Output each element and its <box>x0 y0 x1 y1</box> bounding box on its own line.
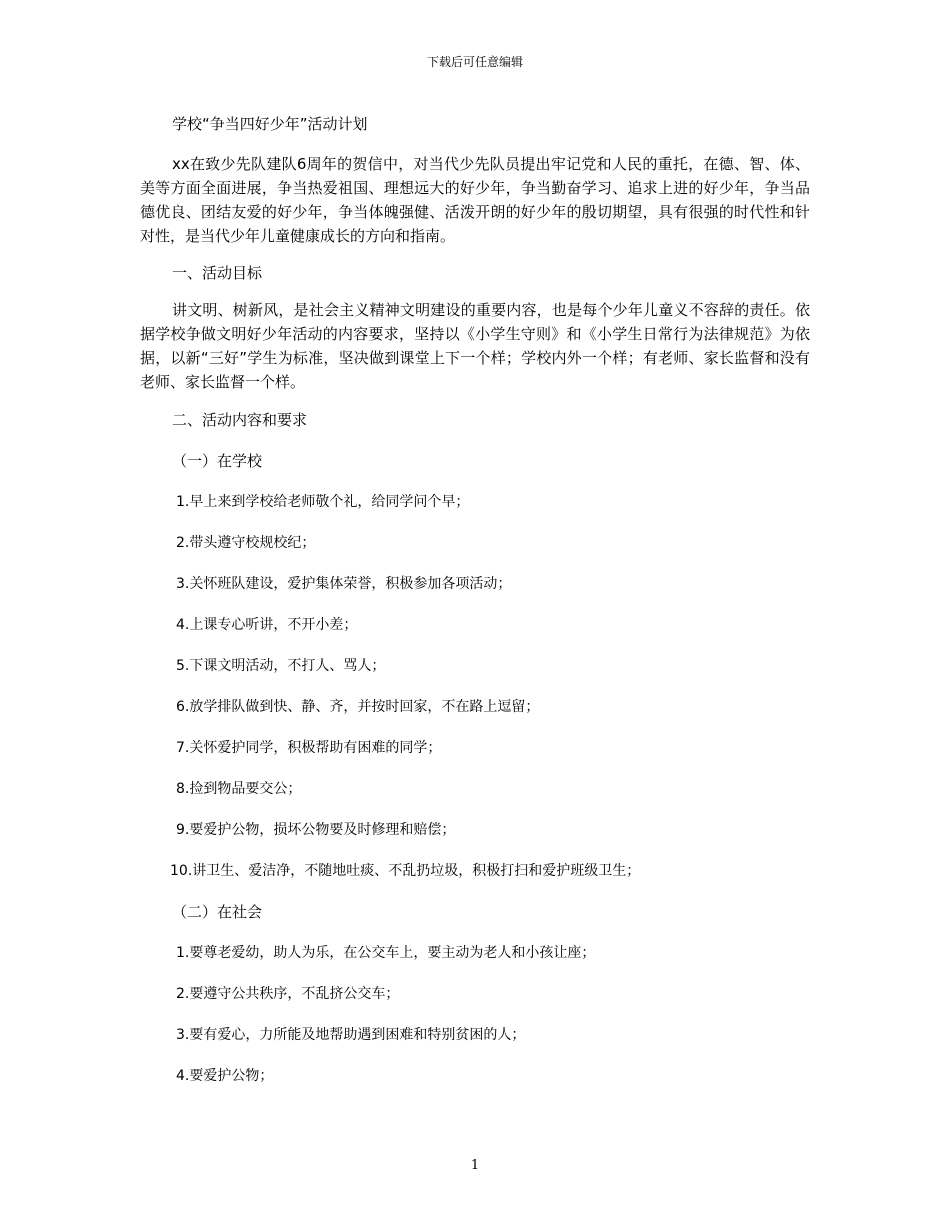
school-item-3: 3.关怀班队建设，爱护集体荣誉，积极参加各项活动； <box>176 576 512 592</box>
page-number: 1 <box>470 1158 480 1173</box>
document-title: 学校“争当四好少年”活动计划 <box>172 115 368 133</box>
school-item-4: 4.上课专心听讲，不开小差； <box>176 617 358 633</box>
school-item-2: 2.带头遵守校规校纪； <box>176 535 316 551</box>
school-item-10: 10.讲卫生、爱洁净，不随地吐痰、不乱扔垃圾，积极打扫和爱护班级卫生； <box>170 863 641 879</box>
school-item-6: 6.放学排队做到快、静、齐，并按时回家，不在路上逗留； <box>176 699 540 715</box>
school-item-7: 7.关怀爱护同学，积极帮助有困难的同学； <box>176 740 442 756</box>
school-item-9: 9.要爱护公物，损坏公物要及时修理和赔偿； <box>176 822 456 838</box>
society-item-4: 4.要爱护公物； <box>176 1068 274 1084</box>
school-item-8: 8.捡到物品要交公； <box>176 781 302 797</box>
society-item-1: 1.要尊老爱幼，助人为乐，在公交车上，要主动为老人和小孩让座； <box>176 945 596 961</box>
subsection-school-heading: （一）在学校 <box>172 452 263 470</box>
school-item-1: 1.早上来到学校给老师敬个礼，给同学问个早； <box>176 494 470 510</box>
section-1-heading: 一、活动目标 <box>172 264 263 282</box>
section-2-heading: 二、活动内容和要求 <box>172 411 308 429</box>
society-item-3: 3.要有爱心，力所能及地帮助遇到困难和特别贫困的人； <box>176 1027 526 1043</box>
page-header-note: 下载后可任意编辑 <box>426 55 523 69</box>
society-item-2: 2.要遵守公共秩序，不乱挤公交车； <box>176 986 400 1002</box>
school-item-5: 5.下课文明活动，不打人、骂人； <box>176 658 386 674</box>
section-1-paragraph: 讲文明、树新风，是社会主义精神文明建设的重要内容，也是每个少年儿童义不容辞的责任。依据学校争做文明好少年活动的内容要求，坚持以《小学生守则》和《小学生日常行为法律规范》为依据，以新“三好”学生为标准，坚决做到课堂上下一个样；学校内外一个样；有老师、家长监督和没有老师、家长监督一个样。 <box>140 301 810 391</box>
subsection-society-heading: （二）在社会 <box>172 903 263 921</box>
intro-paragraph: xx在致少先队建队6周年的贺信中，对当代少先队员提出牢记党和人民的重托，在德、智、体、美等方面全面进展，争当热爱祖国、理想远大的好少年，争当勤奋学习、追求上进的好少年，争当品德优良、团结友爱的好少年，争当体魄强健、活泼开朗的好少年的殷切期望，具有很强的时代性和针对性，是当代少年儿童健康成长的方向和指南。 <box>140 155 810 245</box>
